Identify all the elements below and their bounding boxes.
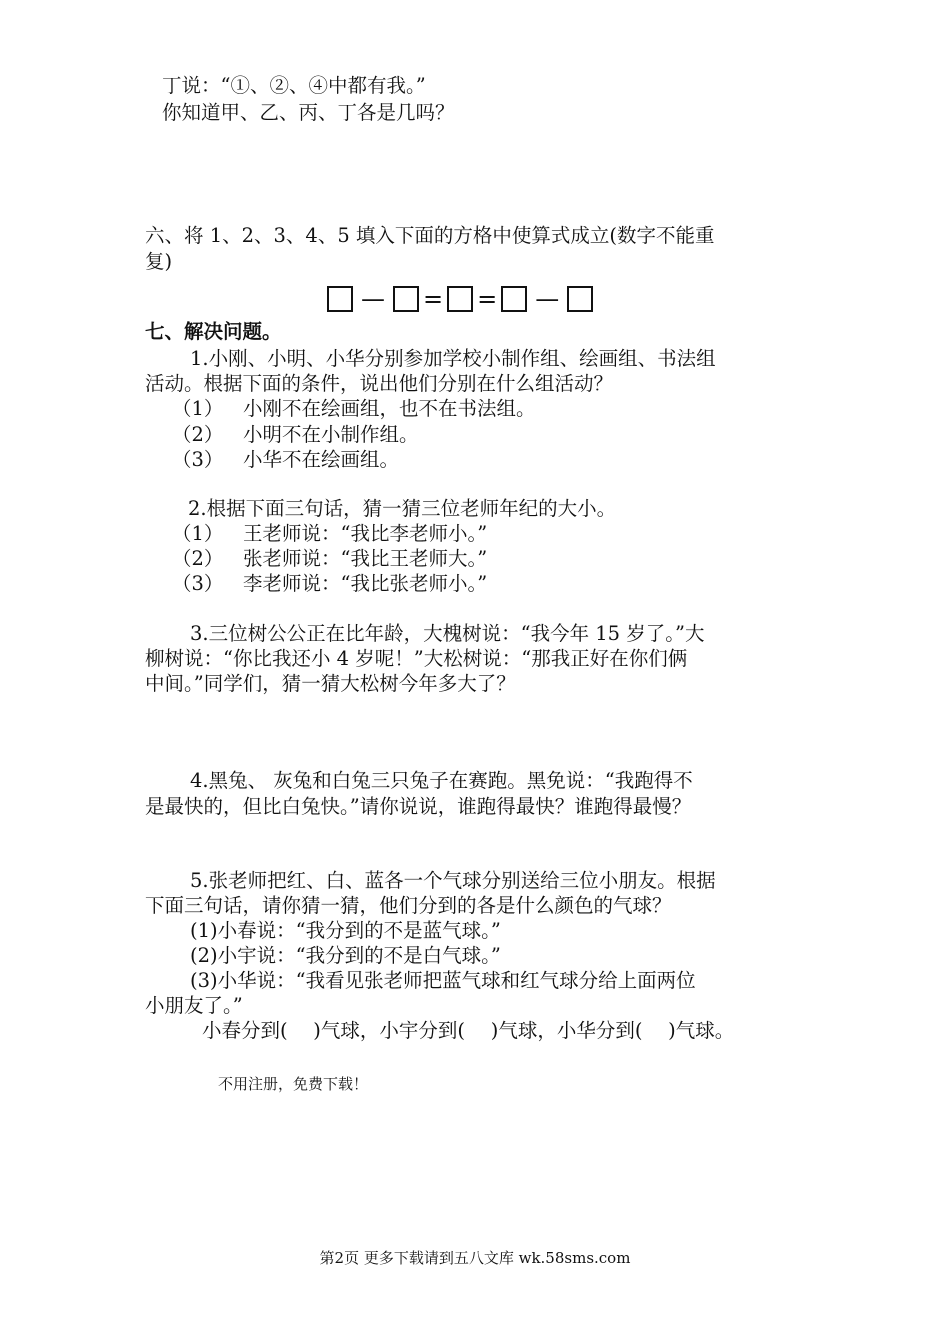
minus-sign: —: [361, 285, 385, 313]
q2-condition-num: （3）: [172, 572, 224, 595]
q5-answer-line: 小春分到( )气球，小宇分到( )气球，小华分到( )气球。: [202, 1019, 735, 1042]
q2-condition-num: （1）: [172, 522, 224, 545]
q4-line2: 是最快的，但比白兔快。”请你说说，谁跑得最快？谁跑得最慢？: [145, 795, 692, 818]
minus-sign: —: [535, 285, 560, 313]
q5-statement-3: (3)小华说：“我看见张老师把蓝气球和红气球分给上面两位: [190, 969, 696, 992]
answer-box-3[interactable]: [447, 286, 473, 312]
q2-condition-num: （2）: [172, 547, 224, 570]
section6-line2: 复): [145, 250, 173, 273]
previous-question: 你知道甲、乙、丙、丁各是几吗？: [162, 101, 455, 124]
q1-condition-text: 小华不在绘画组。: [243, 448, 400, 471]
q3-line1: 3.三位树公公正在比年龄，大槐树说：“我今年 15 岁了。”大: [190, 622, 705, 645]
answer-box-4[interactable]: [501, 286, 527, 312]
section6-line1: 六、将 1、2、3、4、5 填入下面的方格中使算式成立(数字不能重: [145, 224, 715, 247]
q1-condition-num: （3）: [172, 448, 224, 471]
q1-condition-num: （1）: [172, 397, 224, 420]
q5-line2: 下面三句话，请你猜一猜，他们分到的各是什么颜色的气球？: [145, 894, 672, 917]
equals-sign: =: [423, 285, 444, 313]
answer-box-2[interactable]: [393, 286, 419, 312]
q5-statement-1: (1)小春说：“我分到的不是蓝气球。”: [190, 919, 501, 942]
q5-statement-2: (2)小宇说：“我分到的不是白气球。”: [190, 944, 501, 967]
q2-condition-text: 张老师说：“我比王老师大。”: [243, 547, 488, 570]
q1-condition-text: 小明不在小制作组。: [243, 423, 419, 446]
q3-line2: 柳树说：“你比我还小 4 岁呢！”大松树说：“那我正好在你们俩: [145, 647, 688, 670]
section7-title: 七、解决问题。: [145, 320, 282, 343]
q2-line1: 2.根据下面三句话，猜一猜三位老师年纪的大小。: [188, 497, 617, 520]
ding-statement: 丁说：“①、②、④中都有我。”: [162, 74, 426, 97]
equals-sign: =: [477, 285, 498, 313]
q1-line2: 活动。根据下面的条件，说出他们分别在什么组活动？: [145, 372, 614, 395]
free-download-note: 不用注册，免费下载！: [218, 1075, 369, 1093]
q2-condition-text: 李老师说：“我比张老师小。”: [243, 572, 488, 595]
q4-line1: 4.黑兔、 灰兔和白兔三只兔子在赛跑。黑免说：“我跑得不: [190, 769, 693, 792]
answer-box-5[interactable]: [567, 286, 593, 312]
equation-boxes: [327, 284, 593, 314]
q1-condition-num: （2）: [172, 423, 224, 446]
q5-statement-3-cont: 小朋友了。”: [145, 994, 243, 1017]
q1-line1: 1.小刚、小明、小华分别参加学校小制作组、绘画组、书法组: [190, 347, 716, 370]
q1-condition-text: 小刚不在绘画组，也不在书法组。: [243, 397, 536, 420]
q2-condition-text: 王老师说：“我比李老师小。”: [243, 522, 488, 545]
page-footer: 第2页 更多下载请到五八文库 wk.58sms.com: [319, 1249, 631, 1267]
q5-line1: 5.张老师把红、白、蓝各一个气球分别送给三位小朋友。根据: [190, 869, 716, 892]
answer-box-1[interactable]: [327, 286, 353, 312]
q3-line3: 中间。”同学们，猜一猜大松树今年多大了？: [145, 672, 516, 695]
